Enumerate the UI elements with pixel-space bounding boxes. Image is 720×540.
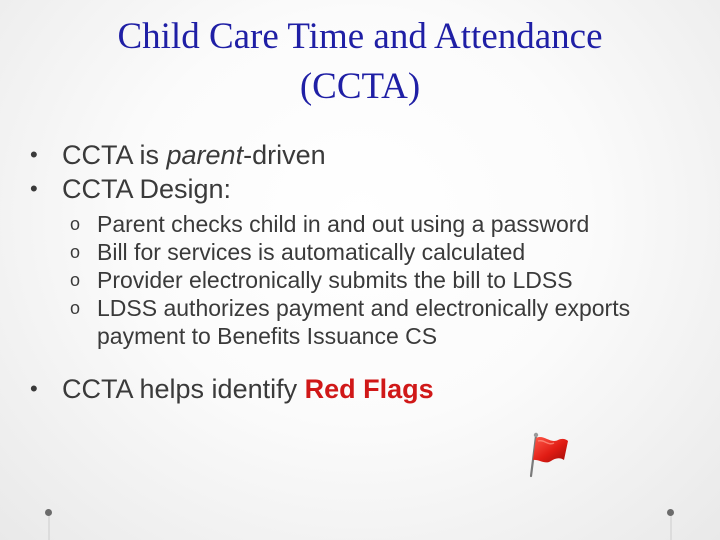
bullet-dot: •: [30, 376, 38, 401]
bullet-dot: •: [30, 176, 38, 201]
title-line-2: (CCTA): [299, 66, 421, 107]
bullet-red-flags: [30, 372, 710, 406]
left-divider: [48, 512, 50, 540]
red-flag-icon: [526, 430, 572, 480]
sub-bullet-marker: o: [70, 298, 81, 318]
sub-item-provider: [70, 266, 710, 294]
sub-bullet-marker: o: [70, 270, 81, 290]
sub-bullet-marker: o: [70, 214, 81, 234]
slide-title: [40, 12, 680, 112]
sub-item-password: [70, 210, 710, 238]
bullet-text-emphasis: parent: [166, 140, 244, 170]
bullet-parent-driven: [30, 138, 710, 172]
right-divider: [670, 512, 672, 540]
sub-item-bill: [70, 238, 710, 266]
bullet-list: [30, 138, 710, 406]
bullet-dot: •: [30, 142, 38, 167]
sub-item-text: Bill for services is automatically calculated: [97, 239, 526, 265]
left-ornament-dot: [45, 509, 52, 516]
red-flags-highlight: Red Flags: [304, 374, 434, 404]
sub-item-text: Parent checks child in and out using a password: [97, 211, 590, 237]
bullet-text-prefix: CCTA is: [62, 140, 167, 170]
title-line-1: Child Care Time and Attendance: [117, 16, 603, 57]
sub-bullet-list: [70, 210, 710, 350]
right-ornament-dot: [667, 509, 674, 516]
sub-item-ldss: [70, 294, 710, 350]
bullet-design: [30, 172, 710, 350]
bullet-text-prefix: CCTA helps identify: [62, 374, 305, 404]
sub-bullet-marker: o: [70, 242, 81, 262]
sub-item-text: LDSS authorizes payment and electronically exports payment to Benefits Issuance CS: [97, 295, 631, 349]
bullet-text: CCTA Design:: [62, 174, 232, 204]
bullet-text-suffix: -driven: [243, 140, 326, 170]
sub-item-text: Provider electronically submits the bill to LDSS: [97, 267, 573, 293]
